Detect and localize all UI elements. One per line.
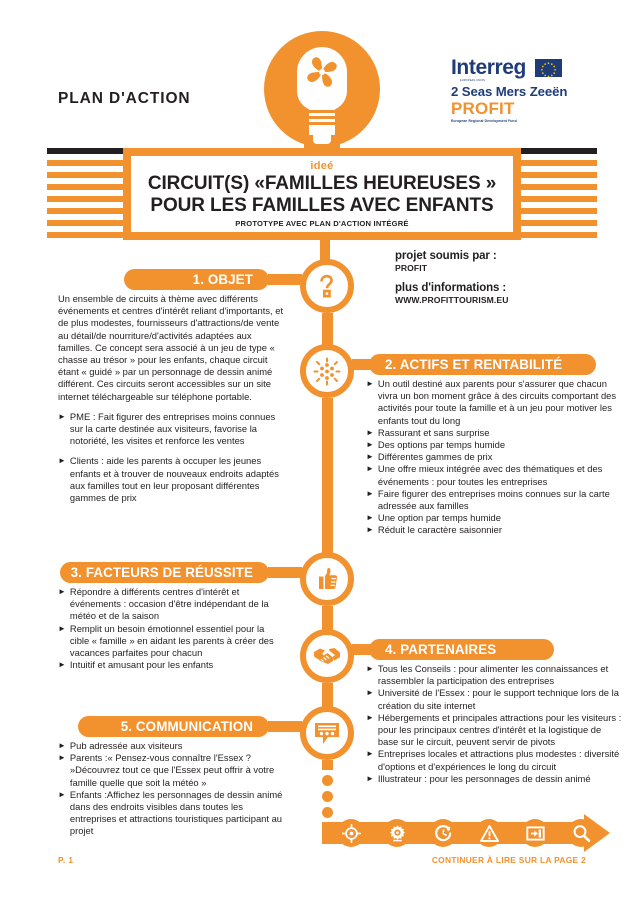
- section-body-objet: [58, 293, 288, 508]
- stub-facteurs: [268, 567, 302, 578]
- interreg-profit-logo: [451, 58, 601, 123]
- section-heading-objet: 1. OBJET: [124, 269, 269, 290]
- page-title: PLAN D'ACTION: [58, 90, 191, 107]
- page-number: P. 1: [58, 855, 74, 865]
- bullet-item: ► Répondre à différents centres d'intérêt et événements : occasion d'être indépendant de la météo et de la saison: [58, 586, 269, 622]
- lightbulb-fan-icon: [264, 31, 380, 163]
- spine-connector-3-4: [322, 606, 333, 630]
- objet-paragraph: Un ensemble de circuits à thème avec différents événements et centres d'intérêt reliant d'importants, et de plus modestes, fournisseurs d'attractions/de vente au détail/de nourriture/d'activités adaptées aux familles. Ce concept sera associé à un jeu de type « chasse au trésor » pour les enfants, chaque circuit étant « guidé » par un personnage de dessin animé différent. Ces circuits seront accessibles sur un site internet téléchargeable sur téléphone portable.: [58, 293, 284, 402]
- bullet-item: ► Remplit un besoin émotionnel essentiel pour la cible « famille » en aidant les parents à créer des vacances parfaites pour chacun: [58, 622, 274, 659]
- bullet-item: ► Un outil destiné aux parents pour s'assurer que chacun vivra un bon moment grâce à des circuits comportant des activités pour toute la famille et à un jeu pour motiver les enfants tout du long: [366, 378, 617, 426]
- logo-seas-text: 2 Seas Mers Zeeën: [451, 83, 568, 99]
- bullet-item: ► Réduit le caractère saisonnier: [366, 524, 502, 536]
- bullet-item: ► Rassurant et sans surprise: [366, 426, 490, 438]
- magnifier-icon: [567, 819, 595, 847]
- section-body-actifs: [366, 378, 618, 537]
- title-subtitle: PROTOTYPE AVEC PLAN D'ACTION INTÉGRÉ: [235, 218, 409, 228]
- presentation-export-icon: [521, 819, 549, 847]
- spine-connector-top: [320, 240, 330, 260]
- section-body-communication: [58, 740, 288, 838]
- spine-connector-5-tail: [322, 760, 333, 770]
- submitted-by-label: projet soumis par :: [395, 250, 497, 262]
- bullet-item: ► Intuitif et amusant pour les enfants: [58, 659, 214, 671]
- spine-dot: [322, 807, 333, 818]
- spine-connector-2-3: [322, 398, 333, 553]
- section-heading-partenaires: 4. PARTENAIRES: [369, 639, 554, 660]
- section-heading-actifs: 2. ACTIFS ET RENTABILITÉ: [369, 354, 596, 375]
- section-body-partenaires: [366, 663, 622, 785]
- eu-flag-icon: [535, 59, 562, 77]
- node-icon-network-dots: [300, 344, 354, 398]
- fan-blades-icon: [303, 53, 341, 91]
- eu-flag-caption: EUROPEAN UNION: [460, 78, 486, 82]
- bullet-item: ► Enfants :Affichez les personnages de dessin animé dans des endroits visibles dans toutes les entreprises et attractions touristiques participant au projet: [58, 788, 283, 837]
- bullet-item: ► Une option par temps humide: [366, 512, 501, 524]
- project-meta: [395, 250, 625, 305]
- node-icon-thumbs-up: [300, 552, 354, 606]
- bullet-item: ► Parents :« Pensez-vous connaître l'Essex ? »Découvrez tout ce que l'Essex peut offrir à votre famille quelle que soit la météo »: [58, 752, 275, 788]
- logo-profit-text: PROFIT: [451, 98, 515, 118]
- bullet-item: ► Tous les Conseils : pour alimenter les connaissances et rassembler la participation des entreprises: [366, 663, 609, 687]
- logo-erdf-text: European Regional Development Fund: [451, 118, 517, 123]
- warning-triangle-icon: [475, 819, 503, 847]
- bullet-item: ► PME : Fait figurer des entreprises moins connues sur la carte destinée aux visiteurs, favorise la notoriété, les visites et renforce les ventes: [58, 410, 276, 447]
- bullet-item: ► Entreprises locales et attractions plus modestes : diversité d'options et d'expériences le long du circuit: [366, 748, 620, 772]
- bullet-item: ► Une offre mieux intégrée avec des thématiques et des événements : pour toutes les entreprises: [366, 463, 603, 487]
- section-body-facteurs: [58, 586, 286, 671]
- title-line-1: CIRCUIT(S) «FAMILLES HEUREUSES »: [147, 173, 497, 195]
- node-icon-question-mark: [300, 259, 354, 313]
- bullet-item: ► Illustrateur : pour les personnages de dessin animé: [366, 772, 591, 784]
- bullet-item: ► Différentes gammes de prix: [366, 451, 493, 463]
- spine-dot: [322, 775, 333, 786]
- spine-connector-1-2: [322, 313, 333, 345]
- more-info-value: WWW.PROFITTOURISM.EU: [395, 295, 509, 305]
- gear-icon: [383, 819, 411, 847]
- node-icon-speech-bubble: [300, 706, 354, 760]
- bullet-item: ► Pub adressée aux visiteurs: [58, 740, 183, 751]
- section-heading-communication: 5. COMMUNICATION: [78, 716, 269, 737]
- bullet-item: ► Faire figurer des entreprises moins connues sur la carte adressée aux familles: [366, 487, 610, 512]
- continue-label: CONTINUER À LIRE SUR LA PAGE 2: [431, 855, 586, 865]
- target-icon: [337, 819, 365, 847]
- bullet-item: ► Clients : aide les parents à occuper les jeunes enfants et à trouver de nouveaux endroits adaptés aux familles tout en leur proposant différentes gammes de prix: [58, 455, 279, 504]
- title-line-2: POUR LES FAMILLES AVEC ENFANTS: [150, 194, 494, 216]
- refresh-clock-icon: [429, 819, 457, 847]
- section-heading-facteurs: 3. FACTEURS DE RÉUSSITE: [60, 562, 269, 583]
- bullet-item: ► Hébergements et principales attractions pour les visiteurs : pour les principaux centres d'intérêt et la logistique de base sur le circuit, peuvent servir de pivots: [366, 711, 622, 748]
- stub-communication: [268, 721, 302, 732]
- title-block: [123, 148, 521, 240]
- submitted-by-value: PROFIT: [395, 263, 428, 273]
- bullet-item: ► Université de l'Essex : pour le support technique lors de la création du site internet: [366, 687, 619, 711]
- bullet-item: ► Des options par temps humide: [366, 439, 506, 451]
- spine-dot: [322, 791, 333, 802]
- title-kicker: ideé: [310, 160, 334, 173]
- node-icon-handshake: [300, 629, 354, 683]
- stub-objet: [268, 274, 302, 285]
- logo-interreg-text: Interreg: [451, 56, 526, 79]
- more-info-label: plus d'informations :: [395, 282, 507, 294]
- spine-connector-4-5: [322, 683, 333, 707]
